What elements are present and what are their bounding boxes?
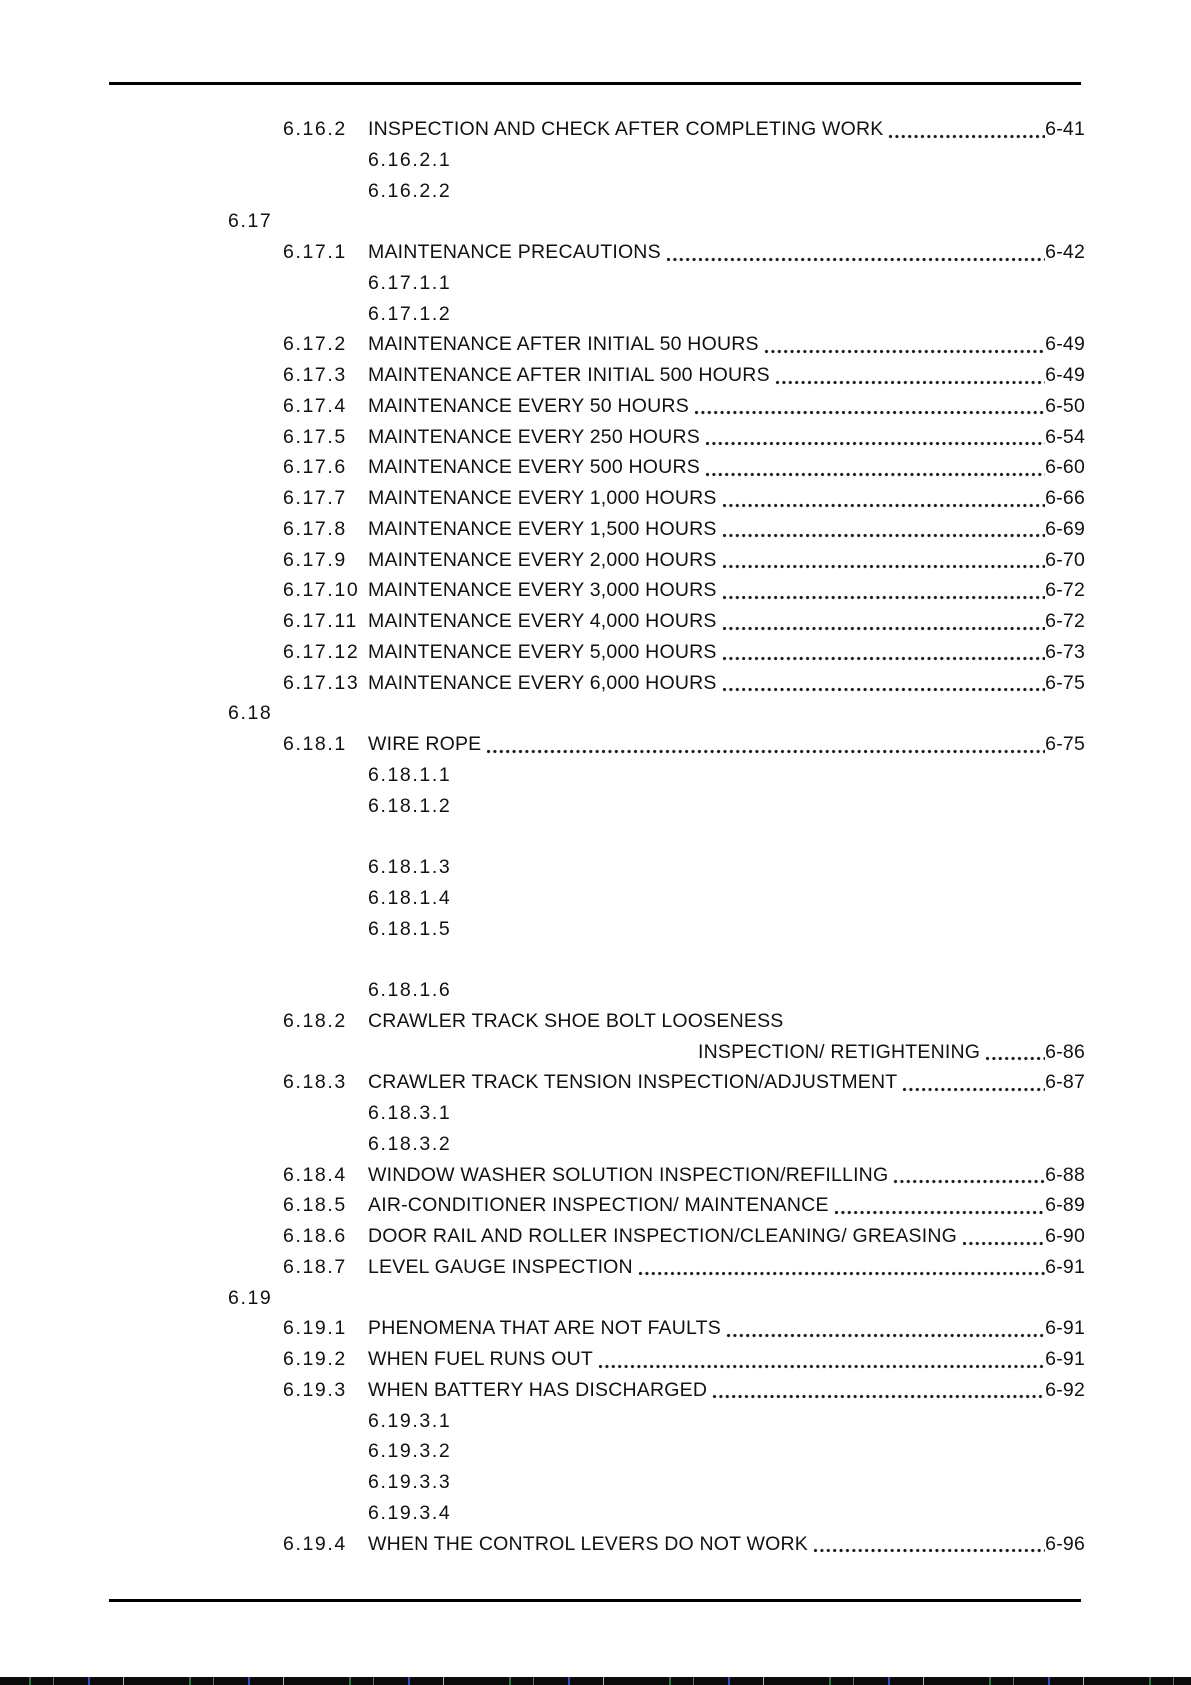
entry-number: 6.17.3 — [283, 364, 347, 386]
entry-title: MAINTENANCE EVERY 1,500 HOURS — [368, 517, 717, 540]
scan-edge-artifact — [0, 1677, 1191, 1685]
section-number: 6.18 — [228, 702, 273, 725]
page-number: 6-72 — [1045, 579, 1085, 602]
toc-entry-row — [228, 237, 1085, 268]
subsection-number: 6.19.3.4 — [368, 1501, 452, 1524]
toc-entry-row — [228, 1344, 1085, 1375]
page-number: 6-91 — [1045, 1317, 1085, 1340]
toc-subsection-row — [228, 1129, 1085, 1160]
dot-leader — [722, 637, 1046, 668]
toc-entry-row — [228, 1313, 1085, 1344]
page-number: 6-75 — [1045, 733, 1085, 755]
subsection-number: 6.16.2.2 — [368, 179, 452, 202]
page-number: 6-60 — [1045, 456, 1085, 479]
toc-subsection-row — [228, 1498, 1085, 1529]
page-number: 6-90 — [1045, 1225, 1085, 1247]
toc-subsection-row — [228, 299, 1085, 330]
entry-number: 6.19.4 — [283, 1532, 347, 1555]
toc-entry-row — [228, 514, 1085, 545]
section-number: 6.19 — [228, 1286, 273, 1309]
dot-leader — [666, 237, 1045, 268]
entry-title: MAINTENANCE AFTER INITIAL 50 HOURS — [368, 333, 759, 356]
subsection-number: 6.18.1.3 — [368, 856, 452, 878]
entry-title: MAINTENANCE EVERY 3,000 HOURS — [368, 579, 717, 602]
toc-subsection-row — [228, 760, 1085, 791]
toc-entry-row — [228, 1221, 1085, 1252]
entry-number: 6.17.9 — [283, 548, 347, 571]
dot-leader — [694, 391, 1045, 422]
toc-entry-row — [228, 545, 1085, 576]
entry-number: 6.18.1 — [283, 733, 347, 755]
toc-subsection-row — [228, 1467, 1085, 1498]
entry-number: 6.17.5 — [283, 425, 347, 448]
entry-title: INSPECTION AND CHECK AFTER COMPLETING WORK — [368, 118, 884, 140]
entry-title: MAINTENANCE EVERY 5,000 HOURS — [368, 640, 717, 663]
subsection-number: 6.18.1.2 — [368, 794, 452, 817]
subsection-number: 6.18.1.6 — [368, 979, 452, 1001]
entry-number: 6.18.3 — [283, 1071, 347, 1094]
toc-entry-row — [228, 1160, 1085, 1191]
entry-number: 6.17.8 — [283, 517, 347, 540]
subsection-number: 6.19.3.1 — [368, 1409, 452, 1432]
entry-number: 6.17.11 — [283, 610, 358, 632]
dot-leader — [902, 1067, 1045, 1098]
page-number: 6-42 — [1045, 241, 1085, 263]
section-number: 6.17 — [228, 210, 273, 233]
toc-entry-row — [228, 391, 1085, 422]
subsection-number: 6.18.3.2 — [368, 1132, 452, 1155]
entry-title: MAINTENANCE EVERY 250 HOURS — [368, 425, 700, 448]
entry-number: 6.19.3 — [283, 1378, 347, 1401]
page-number: 6-91 — [1045, 1255, 1085, 1278]
toc-subsection-row — [228, 914, 1085, 945]
page-number: 6-49 — [1045, 364, 1085, 386]
toc-subsection-row — [228, 145, 1085, 176]
entry-title: MAINTENANCE EVERY 4,000 HOURS — [368, 610, 717, 632]
page-number: 6-92 — [1045, 1378, 1085, 1401]
subsection-number: 6.18.1.5 — [368, 917, 452, 940]
dot-leader — [598, 1344, 1045, 1375]
entry-title: MAINTENANCE EVERY 2,000 HOURS — [368, 548, 717, 571]
toc-entry-row — [228, 1252, 1085, 1283]
entry-title: AIR-CONDITIONER INSPECTION/ MAINTENANCE — [368, 1194, 829, 1217]
toc-entry-row — [228, 637, 1085, 668]
page-number: 6-87 — [1045, 1071, 1085, 1094]
page-number: 6-91 — [1045, 1348, 1085, 1370]
page-number: 6-41 — [1045, 118, 1085, 140]
entry-number: 6.18.4 — [283, 1163, 347, 1186]
subsection-number: 6.18.1.4 — [368, 886, 452, 909]
table-of-contents — [228, 114, 1085, 1559]
toc-entry-row — [228, 452, 1085, 483]
entry-number: 6.18.6 — [283, 1225, 347, 1247]
toc-entry-row — [228, 606, 1085, 637]
dot-leader — [775, 360, 1045, 391]
subsection-number: 6.18.3.1 — [368, 1102, 452, 1124]
toc-entry-row — [228, 360, 1085, 391]
toc-subsection-row — [228, 1098, 1085, 1129]
dot-leader — [722, 575, 1046, 606]
toc-blank-row — [228, 944, 1085, 975]
dot-leader — [985, 1037, 1045, 1068]
subsection-number: 6.17.1.1 — [368, 271, 452, 294]
dot-leader — [712, 1375, 1045, 1406]
toc-subsection-row — [228, 852, 1085, 883]
subsection-number: 6.17.1.2 — [368, 302, 452, 325]
dot-leader — [764, 329, 1045, 360]
entry-title: MAINTENANCE EVERY 6,000 HOURS — [368, 671, 717, 694]
entry-title: WHEN FUEL RUNS OUT — [368, 1348, 593, 1370]
entry-number: 6.16.2 — [283, 118, 347, 140]
page-number: 6-69 — [1045, 517, 1085, 540]
entry-title: WHEN BATTERY HAS DISCHARGED — [368, 1378, 708, 1401]
subsection-number: 6.18.1.1 — [368, 763, 452, 786]
entry-number: 6.17.12 — [283, 640, 360, 663]
page-number: 6-73 — [1045, 640, 1085, 663]
subsection-number: 6.16.2.1 — [368, 148, 452, 171]
dot-leader — [486, 729, 1045, 760]
dot-leader — [813, 1529, 1045, 1560]
toc-subsection-row — [228, 268, 1085, 299]
page-number: 6-75 — [1045, 671, 1085, 694]
toc-entry-row — [228, 1529, 1085, 1560]
entry-title: MAINTENANCE AFTER INITIAL 500 HOURS — [368, 364, 770, 386]
entry-title: MAINTENANCE EVERY 1,000 HOURS — [368, 487, 717, 509]
toc-entry-row — [228, 329, 1085, 360]
entry-title: MAINTENANCE EVERY 50 HOURS — [368, 394, 689, 417]
entry-number: 6.17.7 — [283, 487, 347, 509]
toc-entry-row — [228, 422, 1085, 453]
entry-number: 6.17.10 — [283, 579, 360, 602]
page-number: 6-72 — [1045, 610, 1085, 632]
entry-title: DOOR RAIL AND ROLLER INSPECTION/CLEANING/ GREASING — [368, 1225, 957, 1247]
dot-leader — [638, 1252, 1045, 1283]
toc-subsection-row — [228, 1436, 1085, 1467]
entry-number: 6.17.2 — [283, 333, 347, 356]
dot-leader — [726, 1313, 1045, 1344]
toc-subsection-row — [228, 176, 1085, 207]
toc-subsection-row — [228, 883, 1085, 914]
entry-title: PHENOMENA THAT ARE NOT FAULTS — [368, 1317, 721, 1340]
page-number: 6-54 — [1045, 425, 1085, 448]
dot-leader — [722, 668, 1046, 699]
toc-entry-row — [228, 575, 1085, 606]
footer-rule — [109, 1599, 1081, 1602]
toc-entry-row — [228, 1006, 1085, 1037]
entry-number: 6.18.7 — [283, 1255, 347, 1278]
dot-leader — [705, 452, 1045, 483]
entry-number: 6.18.5 — [283, 1194, 347, 1217]
dot-leader — [834, 1190, 1045, 1221]
entry-title: MAINTENANCE EVERY 500 HOURS — [368, 456, 700, 479]
toc-entry-row — [228, 668, 1085, 699]
page-number: 6-49 — [1045, 333, 1085, 356]
page-number: 6-89 — [1045, 1194, 1085, 1217]
toc-subsection-row — [228, 791, 1085, 822]
page-number: 6-70 — [1045, 548, 1085, 571]
toc-section-row — [228, 1283, 1085, 1314]
entry-title: MAINTENANCE PRECAUTIONS — [368, 241, 661, 263]
entry-title: CRAWLER TRACK SHOE BOLT LOOSENESS — [368, 1009, 784, 1032]
page-number: 6-96 — [1045, 1532, 1085, 1555]
dot-leader — [893, 1160, 1045, 1191]
entry-title: WINDOW WASHER SOLUTION INSPECTION/REFILLING — [368, 1163, 889, 1186]
entry-number: 6.17.4 — [283, 394, 347, 417]
entry-title: CRAWLER TRACK TENSION INSPECTION/ADJUSTMENT — [368, 1071, 898, 1094]
subsection-number: 6.19.3.3 — [368, 1471, 452, 1493]
page-number: 6-66 — [1045, 487, 1085, 509]
toc-subsection-row — [228, 975, 1085, 1006]
dot-leader — [888, 114, 1045, 145]
entry-number: 6.17.6 — [283, 456, 347, 479]
toc-section-row — [228, 206, 1085, 237]
header-rule — [109, 82, 1081, 85]
dot-leader — [722, 483, 1046, 514]
toc-entry-row — [228, 729, 1085, 760]
entry-number: 6.17.1 — [283, 241, 347, 263]
toc-entry-row — [228, 1190, 1085, 1221]
entry-title: WIRE ROPE — [368, 733, 482, 755]
page-number: 6-50 — [1045, 394, 1085, 417]
dot-leader — [705, 422, 1045, 453]
entry-number: 6.18.2 — [283, 1009, 347, 1032]
toc-entry-row — [228, 114, 1085, 145]
entry-title: LEVEL GAUGE INSPECTION — [368, 1255, 633, 1278]
toc-blank-row — [228, 821, 1085, 852]
entry-number: 6.17.13 — [283, 671, 360, 694]
dot-leader — [722, 514, 1046, 545]
toc-subsection-row — [228, 1406, 1085, 1437]
toc-entry-row — [228, 1375, 1085, 1406]
dot-leader — [722, 545, 1046, 576]
page-number: 6-88 — [1045, 1163, 1085, 1186]
entry-number: 6.19.2 — [283, 1348, 347, 1370]
toc-entry-continuation-row — [228, 1037, 1085, 1068]
subsection-number: 6.19.3.2 — [368, 1440, 452, 1463]
dot-leader — [962, 1221, 1045, 1252]
page-number: 6-86 — [1045, 1040, 1085, 1063]
entry-title-continuation: INSPECTION/ RETIGHTENING — [698, 1040, 981, 1063]
toc-section-row — [228, 698, 1085, 729]
dot-leader — [722, 606, 1046, 637]
toc-entry-row — [228, 1067, 1085, 1098]
entry-title: WHEN THE CONTROL LEVERS DO NOT WORK — [368, 1532, 809, 1555]
toc-entry-row — [228, 483, 1085, 514]
entry-number: 6.19.1 — [283, 1317, 347, 1340]
